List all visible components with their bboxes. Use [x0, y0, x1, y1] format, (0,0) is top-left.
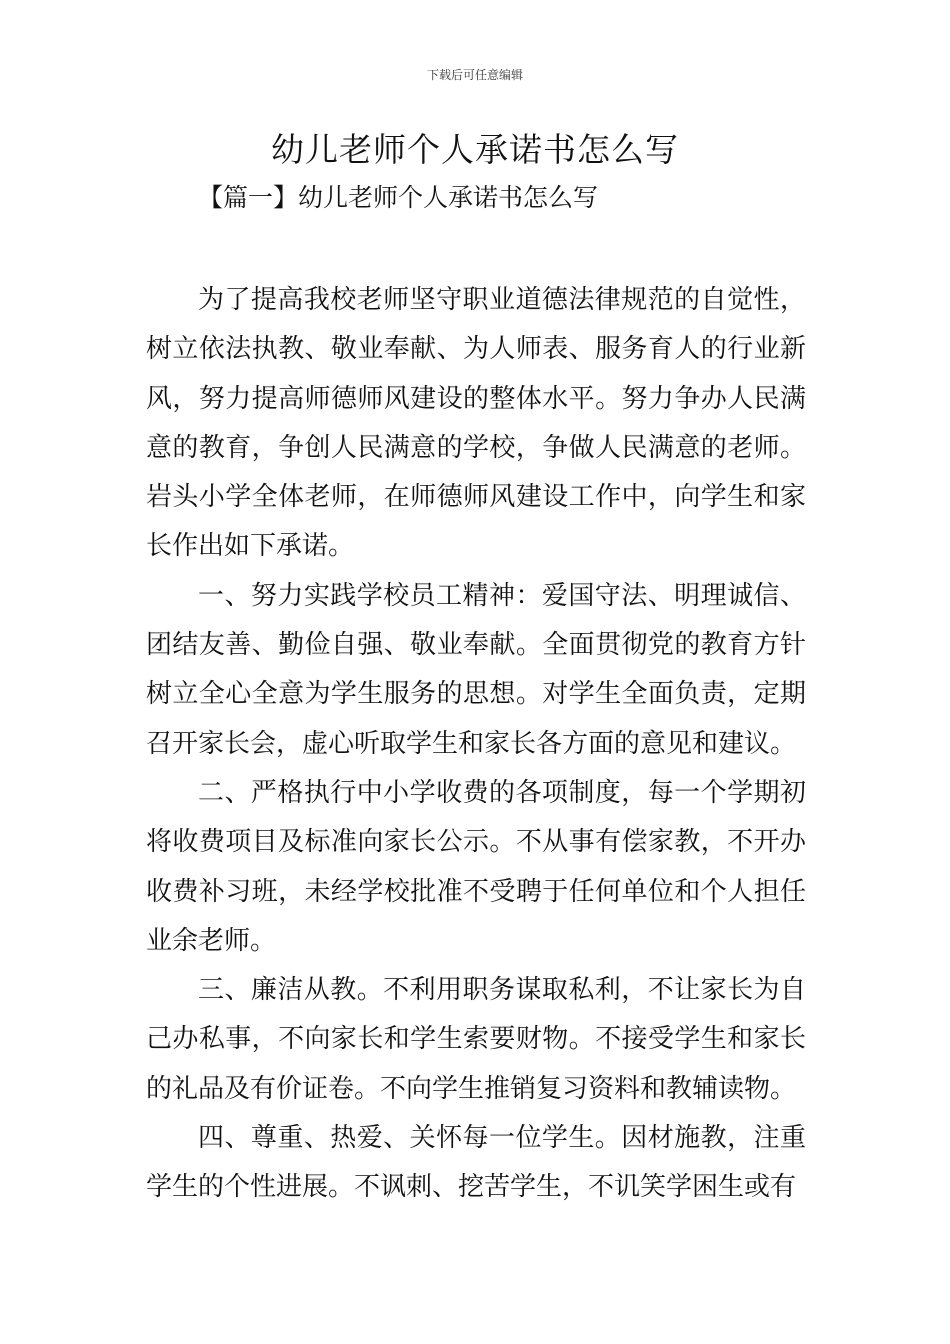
document-body — [146, 276, 806, 1213]
header-note: 下载后可任意编辑 — [426, 68, 523, 82]
paragraph-item-1: 一、努力实践学校员工精神：爱国守法、明理诚信、团结友善、勤俭自强、敬业奉献。全面贯彻党的教育方针树立全心全意为学生服务的思想。对学生全面负责，定期召开家长会，虚心听取学生和家长各方面的意见和建议。 — [146, 580, 806, 759]
paragraph-item-3: 三、廉洁从教。不利用职务谋取私利，不让家长为自己办私事，不向家长和学生索要财物。不接受学生和家长的礼品及有价证卷。不向学生推销复习资料和教辅读物。 — [146, 975, 806, 1104]
paragraph-item-2: 二、严格执行中小学收费的各项制度，每一个学期初将收费项目及标准向家长公示。不从事有偿家教，不开办收费补习班，未经学校批准不受聘于任何单位和个人担任业余老师。 — [146, 777, 806, 956]
section-heading: 【篇一】幼儿老师个人承诺书怎么写 — [198, 183, 599, 212]
paragraph-item-4: 四、尊重、热爱、关怀每一位学生。因材施教，注重学生的个性进展。不讽刺、挖苦学生，不讥笑学困生或有 — [146, 1123, 806, 1203]
paragraph-intro: 为了提高我校老师坚守职业道德法律规范的自觉性，树立依法执教、敬业奉献、为人师表、服务育人的行业新风，努力提高师德师风建设的整体水平。努力争办人民满意的教育，争创人民满意的学校，争做人民满意的老师。岩头小学全体老师，在师德师风建设工作中，向学生和家长作出如下承诺。 — [146, 285, 806, 562]
document-title: 幼儿老师个人承诺书怎么写 — [271, 130, 679, 169]
